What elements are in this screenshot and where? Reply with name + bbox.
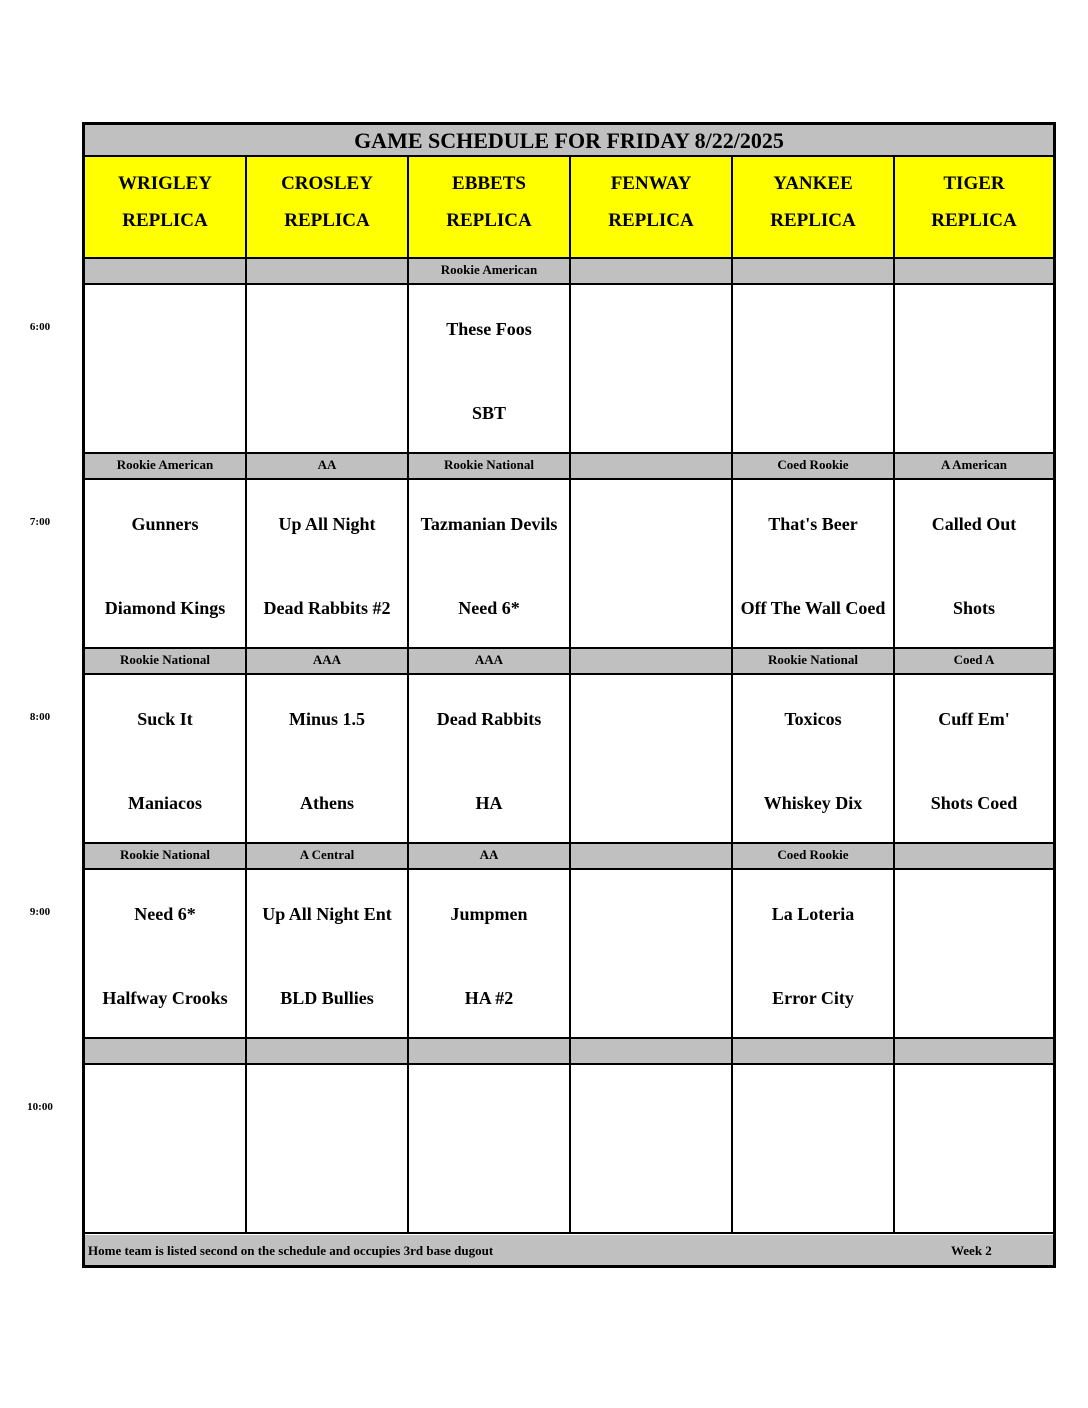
division-label: AAA [247,649,409,675]
home-team [85,1173,245,1213]
home-team: SBT [471,403,507,423]
home-team: HA [475,793,503,813]
away-team [895,1089,1053,1129]
field-header [733,157,895,259]
home-team [571,1173,731,1213]
away-team [895,309,1053,349]
time-label: 7:00 [29,516,51,528]
away-team: These Foos [446,319,532,339]
division-label: Rookie National [85,649,247,675]
home-team: Shots [952,598,996,618]
field-name: YANKEE [773,173,853,194]
away-team: Gunners [131,514,199,534]
division-label [895,259,1053,285]
home-team [895,393,1053,433]
away-team: Suck It [137,709,193,729]
game-cell [571,285,733,454]
division-label: Coed Rookie [733,454,895,480]
division-label [409,1039,571,1065]
game-cell [895,285,1053,454]
schedule-table [82,122,1056,1268]
home-team [571,783,731,823]
home-team: Off The Wall Coed [740,598,886,618]
division-label: Rookie American [409,259,571,285]
away-team: La Loteria [771,904,855,924]
footer-band [85,1235,1053,1265]
field-subtitle: REPLICA [770,210,856,231]
division-label [85,1039,247,1065]
field-subtitle: REPLICA [608,210,694,231]
home-team [247,1173,407,1213]
home-team: Shots Coed [930,793,1018,813]
away-team [409,1089,569,1129]
field-header [895,157,1053,259]
away-team [247,1089,407,1129]
division-label: Rookie American [85,454,247,480]
game-cell [409,870,571,1039]
away-team: Called Out [931,514,1017,534]
division-label [571,454,733,480]
away-team [733,309,893,349]
away-team [85,1089,245,1129]
field-name: WRIGLEY [118,173,212,194]
field-subtitle: REPLICA [931,210,1017,231]
time-label: 9:00 [29,906,51,918]
division-label [571,844,733,870]
game-cell [409,285,571,454]
division-label [85,259,247,285]
week-label: Week 2 [951,1243,992,1258]
division-label: A American [895,454,1053,480]
footer-note: Home team is listed second on the schedule and occupies 3rd base dugout [88,1243,494,1258]
away-team [571,309,731,349]
division-label: Rookie National [733,649,895,675]
game-cell [247,870,409,1039]
division-label [571,1039,733,1065]
division-label: A Central [247,844,409,870]
time-label: 10:00 [27,1101,53,1113]
game-cell [85,870,247,1039]
home-team [247,393,407,433]
game-cell [733,675,895,844]
field-name: TIGER [943,173,1005,194]
field-subtitle: REPLICA [122,210,208,231]
field-header [409,157,571,259]
time-label: 8:00 [29,711,51,723]
division-label: AA [409,844,571,870]
game-cell [571,675,733,844]
game-cell [409,675,571,844]
away-team [571,894,731,934]
game-cell [895,870,1053,1039]
game-cell [409,480,571,649]
division-label [247,1039,409,1065]
game-cell [247,1065,409,1234]
away-team: Dead Rabbits [436,709,542,729]
home-team: Maniacos [128,793,202,813]
home-team [733,1173,893,1213]
division-label [895,1039,1053,1065]
division-label [733,1039,895,1065]
home-team: HA #2 [464,988,514,1008]
game-cell [895,675,1053,844]
division-label [895,844,1053,870]
division-label: Rookie National [85,844,247,870]
division-label [733,259,895,285]
away-team: Toxicos [784,709,842,729]
game-cell [85,675,247,844]
away-team [895,894,1053,934]
division-label: AAA [409,649,571,675]
home-team: Diamond Kings [104,598,226,618]
home-team: Need 6* [458,598,520,618]
field-name: CROSLEY [281,173,373,194]
game-cell [85,1065,247,1234]
away-team: Need 6* [134,904,196,924]
field-header [85,157,247,259]
home-team [571,978,731,1018]
game-cell [733,1065,895,1234]
division-label: Coed A [895,649,1053,675]
game-cell [733,480,895,649]
home-team [409,1173,569,1213]
home-team [733,393,893,433]
game-cell [895,1065,1053,1234]
away-team: That's Beer [768,514,858,534]
home-team: Dead Rabbits #2 [263,598,391,618]
away-team: Up All Night Ent [262,904,392,924]
home-team: Whiskey Dix [763,793,863,813]
away-team [571,504,731,544]
schedule-title: GAME SCHEDULE FOR FRIDAY 8/22/2025 [85,125,1053,157]
game-cell [733,870,895,1039]
game-cell [247,675,409,844]
division-label: Rookie National [409,454,571,480]
field-header [247,157,409,259]
game-cell [571,480,733,649]
time-label: 6:00 [29,321,51,333]
field-header [571,157,733,259]
home-team [895,978,1053,1018]
home-team: Halfway Crooks [102,988,228,1008]
division-label: AA [247,454,409,480]
home-team [571,588,731,628]
game-cell [409,1065,571,1234]
game-cell [247,480,409,649]
division-label: Coed Rookie [733,844,895,870]
game-cell [571,1065,733,1234]
away-team: Cuff Em' [938,709,1010,729]
home-team: Athens [299,793,354,813]
away-team: Up All Night [278,514,376,534]
division-label [571,649,733,675]
field-name: FENWAY [610,173,692,194]
division-label [571,259,733,285]
field-subtitle: REPLICA [284,210,370,231]
away-team [247,309,407,349]
away-team: Minus 1.5 [288,709,366,729]
away-team [85,309,245,349]
away-team [571,1089,731,1129]
home-team: Error City [772,988,854,1008]
field-subtitle: REPLICA [446,210,532,231]
game-cell [895,480,1053,649]
game-cell [85,480,247,649]
home-team: BLD Bullies [280,988,374,1008]
away-team [571,699,731,739]
game-cell [85,285,247,454]
game-cell [733,285,895,454]
division-label [247,259,409,285]
game-cell [571,870,733,1039]
game-cell [247,285,409,454]
home-team [571,393,731,433]
away-team: Jumpmen [450,904,528,924]
away-team [733,1089,893,1129]
home-team [895,1173,1053,1213]
home-team [85,393,245,433]
away-team: Tazmanian Devils [420,514,558,534]
field-name: EBBETS [452,173,526,194]
